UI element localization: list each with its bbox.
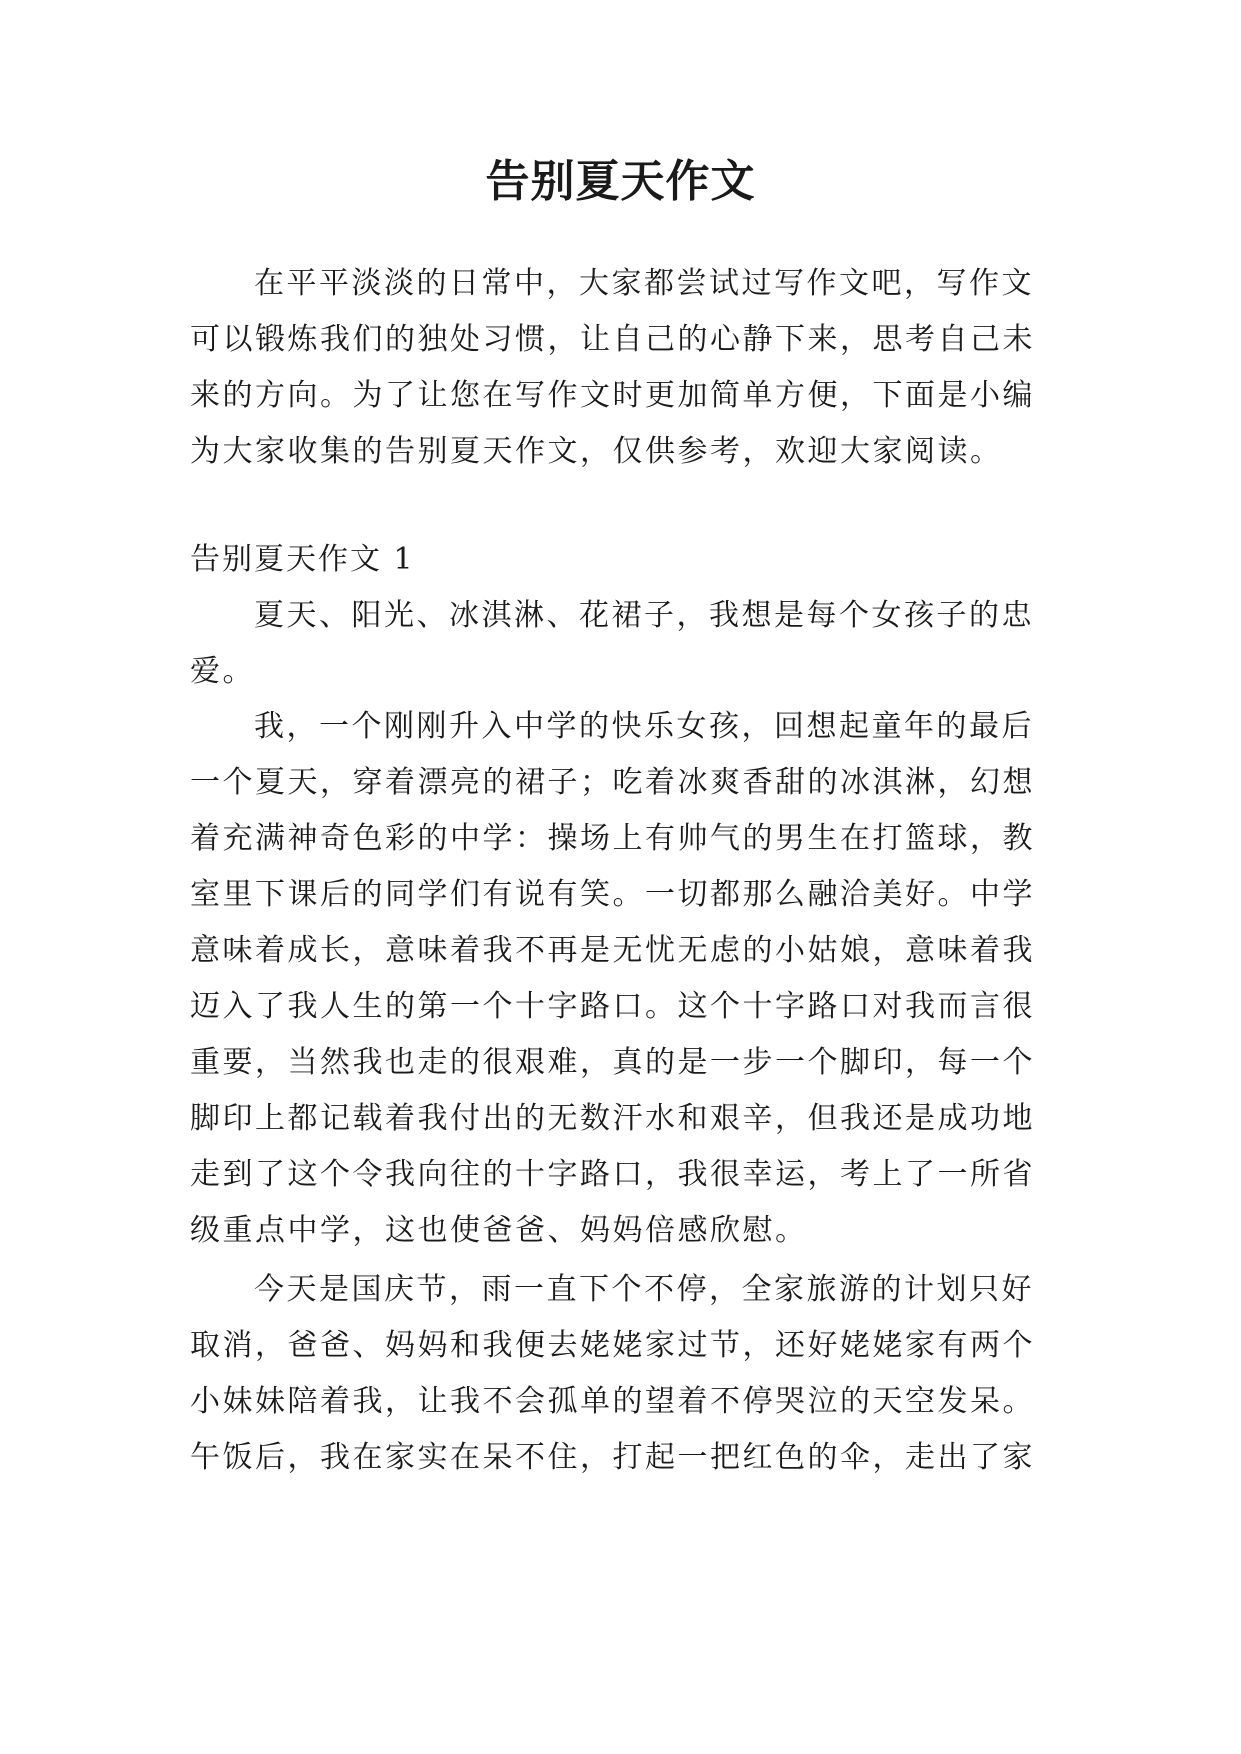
paragraph-line: 脚印上都记载着我付出的无数汗水和艰辛，但我还是成功地 [190,1101,1035,1136]
intro-line: 来的方向。为了让您在写作文时更加简单方便，下面是小编 [190,378,1035,413]
intro-line: 为大家收集的告别夏天作文，仅供参考，欢迎大家阅读。 [190,434,1003,469]
paragraph-line: 迈入了我人生的第一个十字路口。这个十字路口对我而言很 [190,989,1035,1024]
paragraph-line: 重要，当然我也走的很艰难，真的是一步一个脚印，每一个 [190,1045,1035,1080]
paragraph-line: 取消，爸爸、妈妈和我便去姥姥家过节，还好姥姥家有两个 [190,1328,1035,1363]
paragraph-line: 级重点中学，这也使爸爸、妈妈倍感欣慰。 [190,1213,808,1248]
paragraph-line: 意味着成长，意味着我不再是无忧无虑的小姑娘，意味着我 [190,933,1035,968]
paragraph-line: 夏天、阳光、冰淇淋、花裙子，我想是每个女孩子的忠 [254,598,1034,633]
paragraph-line: 爱。 [190,654,255,689]
paragraph-line: 着充满神奇色彩的中学：操场上有帅气的男生在打篮球，教 [190,821,1035,856]
paragraph-line: 今天是国庆节，雨一直下个不停，全家旅游的计划只好 [254,1272,1034,1307]
paragraph-line: 小妹妹陪着我，让我不会孤单的望着不停哭泣的天空发呆。 [190,1384,1035,1419]
intro-line: 在平平淡淡的日常中，大家都尝试过写作文吧，写作文 [254,266,1034,301]
section-heading: 告别夏天作文 1 [190,542,415,577]
paragraph-line: 室里下课后的同学们有说有笑。一切都那么融洽美好。中学 [190,877,1035,912]
page-title: 告别夏天作文 [485,156,756,207]
paragraph-line: 走到了这个令我向往的十字路口，我很幸运，考上了一所省 [190,1157,1035,1192]
paragraph-line: 我，一个刚刚升入中学的快乐女孩，回想起童年的最后 [254,709,1034,744]
paragraph-line: 午饭后，我在家实在呆不住，打起一把红色的伞，走出了家 [190,1440,1035,1475]
intro-line: 可以锻炼我们的独处习惯，让自己的心静下来，思考自己未 [190,322,1035,357]
paragraph-line: 一个夏天，穿着漂亮的裙子；吃着冰爽香甜的冰淇淋，幻想 [190,765,1035,800]
